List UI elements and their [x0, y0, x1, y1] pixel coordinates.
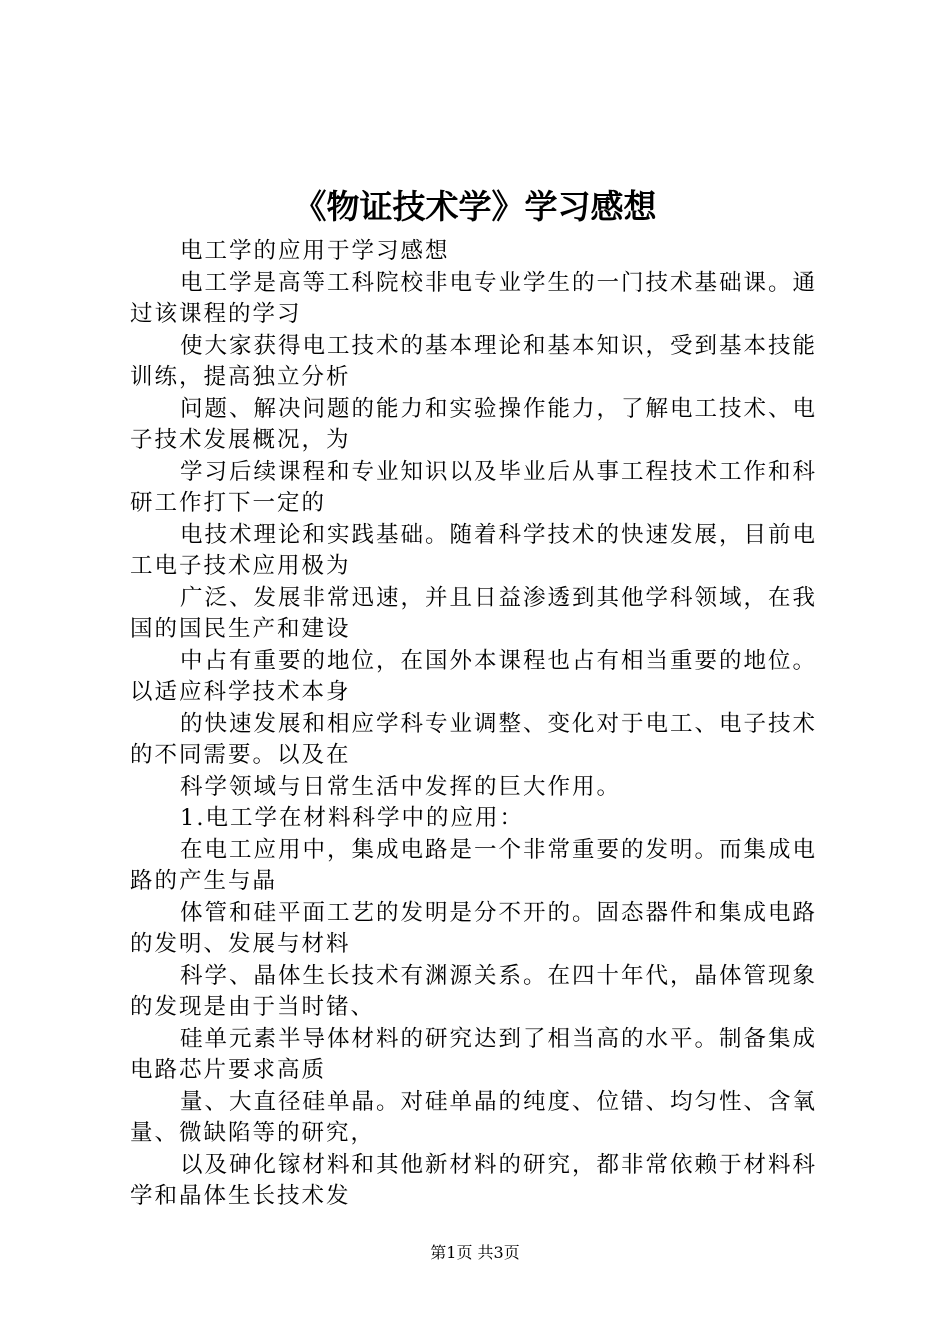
paragraph: 使大家获得电工技术的基本理论和基本知识，受到基本技能训练，提高独立分析 [130, 332, 818, 390]
paragraph: 电技术理论和实践基础。随着科学技术的快速发展，目前电工电子技术应用极为 [130, 521, 818, 579]
paragraph: 量、大直径硅单晶。对硅单晶的纯度、位错、均匀性、含氧量、微缺陷等的研究， [130, 1088, 818, 1146]
document-body [130, 236, 840, 1213]
paragraph: 科学、晶体生长技术有渊源关系。在四十年代，晶体管现象的发现是由于当时锗、 [130, 962, 818, 1020]
paragraph: 学习后续课程和专业知识以及毕业后从事工程技术工作和科研工作打下一定的 [130, 458, 818, 516]
paragraph: 在电工应用中，集成电路是一个非常重要的发明。而集成电路的产生与晶 [130, 836, 818, 894]
paragraph: 中占有重要的地位，在国外本课程也占有相当重要的地位。以适应科学技术本身 [130, 647, 818, 705]
paragraph: 广泛、发展非常迅速，并且日益渗透到其他学科领域，在我国的国民生产和建设 [130, 584, 818, 642]
paragraph: 的快速发展和相应学科专业调整、变化对于电工、电子技术的不同需要。以及在 [130, 710, 818, 768]
paragraph: 科学领域与日常生活中发挥的巨大作用。 [180, 773, 622, 800]
page-footer: 第1页 共3页 [430, 1243, 520, 1262]
paragraph: 硅单元素半导体材料的研究达到了相当高的水平。制备集成电路芯片要求高质 [130, 1025, 818, 1083]
paragraph: 体管和硅平面工艺的发明是分不开的。固态器件和集成电路的发明、发展与材料 [130, 899, 818, 957]
paragraph: 电工学的应用于学习感想 [180, 238, 450, 264]
paragraph: 电工学是高等工科院校非电专业学生的一门技术基础课。通过该课程的学习 [130, 269, 818, 327]
paragraph: 问题、解决问题的能力和实验操作能力，了解电工技术、电子技术发展概况，为 [130, 395, 818, 453]
paragraph: 以及砷化镓材料和其他新材料的研究，都非常依赖于材料科学和晶体生长技术发 [130, 1151, 818, 1209]
document-title: 《物证技术学》学习感想 [293, 187, 657, 226]
section-heading: 1.电工学在材料科学中的应用： [180, 805, 524, 831]
